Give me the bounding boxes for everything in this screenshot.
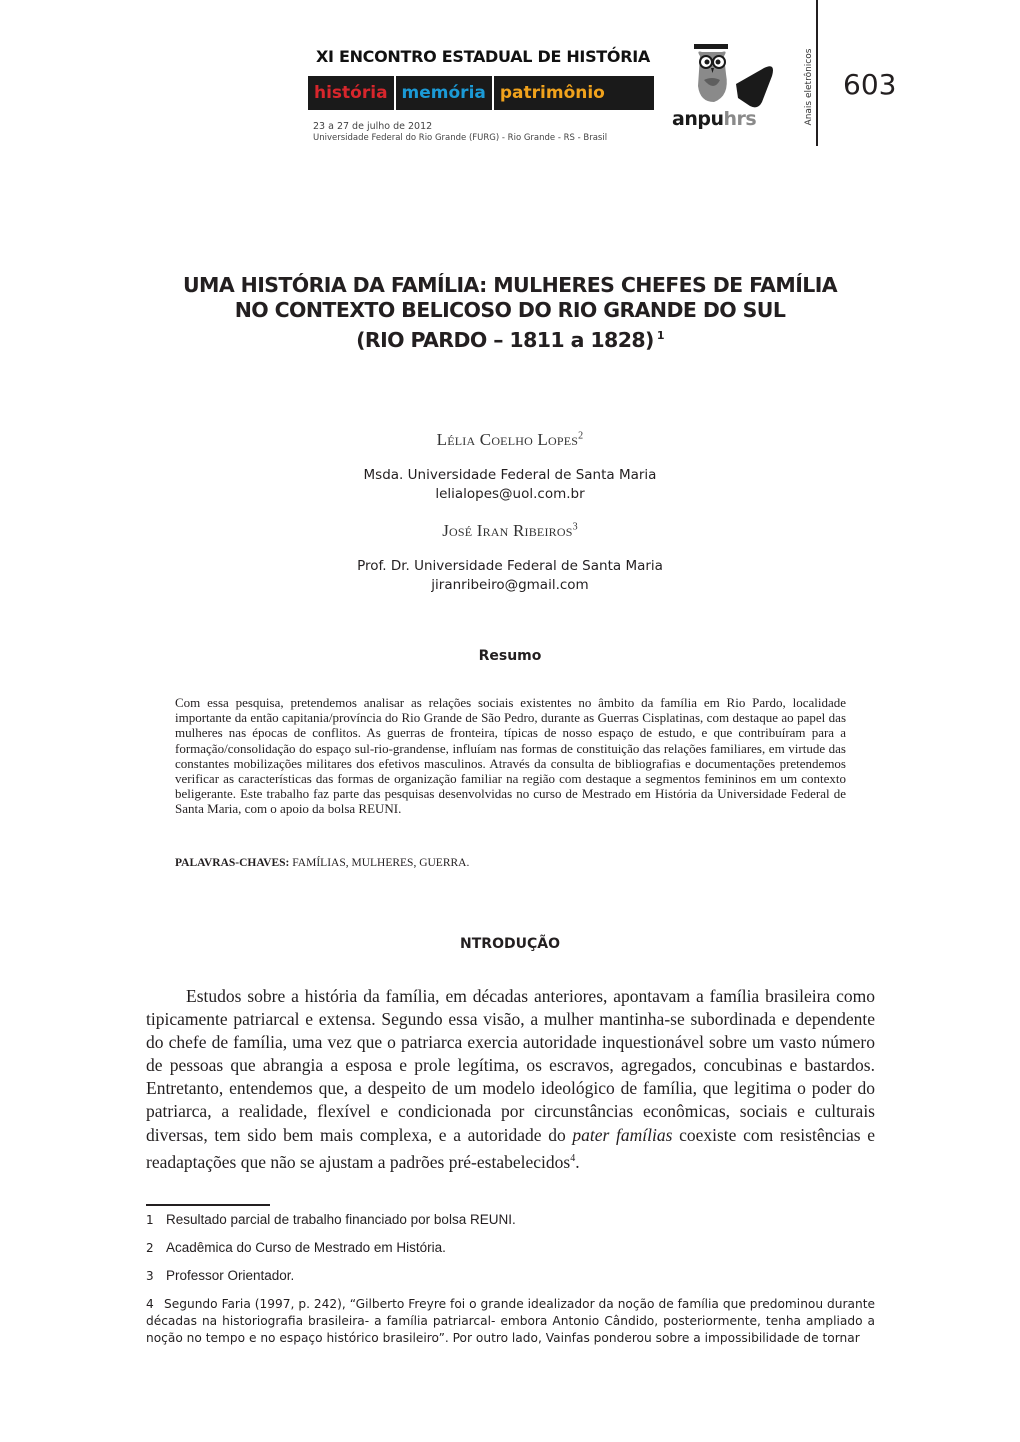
logo-text-main: anpu <box>672 108 724 130</box>
author-2-email: jiranribeiro@gmail.com <box>431 577 589 593</box>
keywords-label: PALAVRAS-CHAVES: <box>175 857 290 869</box>
conference-banner <box>308 76 654 110</box>
header-divider <box>816 0 818 146</box>
title-footnote-ref: 1 <box>656 329 664 342</box>
author-2-name <box>200 521 820 541</box>
intro-text-1: Estudos sobre a história da família, em décadas anteriores, apontavam a família brasileira como tipicamente patriarcal e extensa. Segundo essa visão, a mulher mantinha-se subordinada e dependente do chefe de família, uma vez que o patriarca exercia autoridade inquestionável sobre um vasto número de pessoas que abrangia a esposa e prole legítima, os escravos, agregados, concubinas e bastardos. Entretanto, entendemos que, a despeito de um modelo ideológico de família, que legitima o poder do patriarca, a realidade, flexível e condicionada por circunstâncias econômicas, sociais e culturais diversas, tem sido bem mais complexa, e a autoridade do <box>146 986 875 1145</box>
footnote-4 <box>146 1296 875 1347</box>
title-line-2: NO CONTEXTO BELICOSO DO RIO GRANDE DO SUL <box>234 298 786 322</box>
author-1-note: 2 <box>578 430 584 442</box>
footnote-1 <box>146 1212 516 1227</box>
conference-title: XI ENCONTRO ESTADUAL DE HISTÓRIA <box>316 47 650 66</box>
anpuhrs-logo-text <box>672 108 756 130</box>
conference-venue: Universidade Federal do Rio Grande (FURG) - Rio Grande - RS - Brasil <box>313 133 608 143</box>
footnote-4-number: 4 <box>146 1297 154 1311</box>
resumo-body: Com essa pesquisa, pretendemos analisar as relações sociais existentes no âmbito da família em Rio Pardo, localidade importante da então capitania/província do Rio Grande de São Pedro, durante as Guerras Cisplatinas, com destaque ao papel das mulheres nas épocas de conflitos. As guerras de fronteira, típicas de nosso espaço de estudo, e que contribuíram para a formação/consolidação do espaço sul-rio-grandense, influíam nas formas de constituição das relações familiares, em virtude das constantes mobilizações militares dos efetivos masculinos. Através da consulta de bibliografias e documentações pretendemos verificar as características das formas de organização familiar na região com destaque a segmentos femininos em um contexto beligerante. Este trabalho faz parte das pesquisas desenvolvidas no curso de Mestrado em História da Universidade Federal de Santa Maria, com o apoio da bolsa REUNI. <box>175 695 846 817</box>
introducao-heading: NTRODUÇÃO <box>460 936 560 952</box>
intro-italic-term: pater famílias <box>572 1124 673 1145</box>
title-line-1: UMA HISTÓRIA DA FAMÍLIA: MULHERES CHEFES DE FAMÍLIA <box>183 273 837 297</box>
footnote-4-text: Segundo Faria (1997, p. 242), “Gilberto Freyre foi o grande idealizador da noção de família que predominou durante décadas na historiografia brasileira- a família patriarcal- embora Antonio Cândido, posteriormente, tenha ampliado a noção no tempo e no espaço histórico brasileiro”. Por outro lado, Vainfas ponderou sobre a impossibilidade de tornar <box>146 1297 875 1345</box>
author-2-affiliation: Prof. Dr. Universidade Federal de Santa Maria <box>357 558 663 574</box>
author-1-name <box>200 430 820 450</box>
footnote-2-number: 2 <box>146 1241 154 1255</box>
intro-footnote-ref: 4 <box>570 1152 576 1164</box>
title-line-3-text: (RIO PARDO – 1811 a 1828) <box>356 327 654 352</box>
paper-title <box>100 273 920 353</box>
footnote-1-number: 1 <box>146 1213 154 1227</box>
footnote-3-number: 3 <box>146 1269 154 1283</box>
author-1-email: lelialopes@uol.com.br <box>435 486 585 502</box>
footnote-1-text: Resultado parcial de trabalho financiado por bolsa REUNI. <box>166 1212 516 1227</box>
resumo-heading: Resumo <box>478 648 542 664</box>
page-number: 603 <box>843 68 897 101</box>
footnote-rule <box>146 1204 270 1206</box>
footnote-3 <box>146 1268 294 1283</box>
author-2-note: 3 <box>572 521 578 533</box>
intro-end: . <box>575 1151 580 1172</box>
banner-historia: história <box>314 83 388 103</box>
keywords-list: FAMÍLIAS, MULHERES, GUERRA. <box>292 857 470 869</box>
author-1-name-text: Lélia Coelho Lopes <box>436 430 579 449</box>
author-2-name-text: José Iran Ribeiros <box>442 521 573 540</box>
banner-patrimonio: patrimônio <box>499 83 605 103</box>
introducao-body <box>146 985 875 1174</box>
logo-text-accent: hrs <box>723 108 757 130</box>
footnote-3-text: Professor Orientador. <box>166 1268 295 1283</box>
vertical-label: Anais eletrônicos <box>804 48 814 126</box>
title-line-3 <box>100 323 920 353</box>
banner-memoria: memória <box>394 76 494 110</box>
intro-text-2: coexiste com resistências e readaptações que não se ajustam a padrões pré-estabelecidos <box>146 1124 875 1172</box>
footnote-2 <box>146 1240 446 1255</box>
footnote-2-text: Acadêmica do Curso de Mestrado em História. <box>166 1240 446 1255</box>
author-1-affiliation: Msda. Universidade Federal de Santa Maria <box>363 467 657 483</box>
conference-dates: 23 a 27 de julho de 2012 <box>313 121 433 132</box>
introducao-paragraph <box>146 985 875 1174</box>
keywords <box>175 857 469 869</box>
